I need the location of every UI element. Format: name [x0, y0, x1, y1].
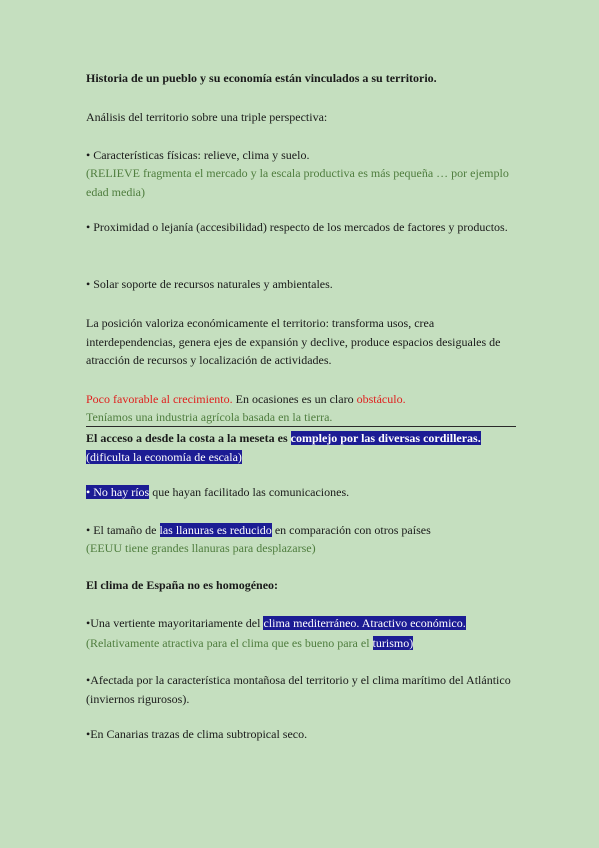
- growth-paragraph: [86, 390, 514, 409]
- plains-pre: • El tamaño de: [86, 523, 160, 537]
- climate-heading: El clima de España no es homogéneo:: [86, 578, 279, 592]
- growth-red-2: obstáculo.: [356, 392, 406, 406]
- note-relief: (RELIEVE fragmenta el mercado y la escala productiva es más pequeña … por ejemplo edad media): [86, 166, 509, 199]
- growth-note: Teníamos una industria agrícola basada en la tierra.: [86, 410, 333, 424]
- growth-red-1: Poco favorable al crecimiento.: [86, 392, 233, 406]
- bullet-physical: • Características físicas: relieve, clima y suelo.: [86, 148, 310, 162]
- access-paragraph: [86, 429, 514, 466]
- climate1-pre: •Una vertiente mayoritariamente del: [86, 616, 264, 630]
- plains-note: (EEUU tiene grandes llanuras para desplazarse): [86, 541, 316, 555]
- climate-canarias: •En Canarias trazas de clima subtropical seco.: [86, 727, 308, 741]
- bullet-proximity: • Proximidad o lejanía (accesibilidad) respecto de los mercados de factores y productos.: [86, 220, 508, 234]
- climate1-note-pre: (Relativamente atractiva para el clima que es bueno para el: [86, 636, 373, 650]
- access-highlight: complejo por las diversas cordilleras.: [290, 431, 481, 445]
- rivers-highlight: • No hay ríos: [86, 485, 150, 499]
- climate1-note: [86, 634, 514, 653]
- access-bold: El acceso a desde la costa a la meseta es: [86, 431, 291, 445]
- tourism-highlight: turismo): [372, 636, 414, 650]
- bullet-resources: • Solar soporte de recursos naturales y ambientales.: [86, 277, 333, 291]
- plains-post: en comparación con otros países: [271, 523, 431, 537]
- plains-paragraph: [86, 521, 514, 540]
- climate-mediterranean: [86, 614, 514, 633]
- climate-atlantic: •Afectada por la característica montañosa del territorio y el clima marítimo del Atlántico (inviernos rigurosos).: [86, 673, 511, 706]
- climate1-highlight: clima mediterráneo. Atractivo económico.: [263, 616, 466, 630]
- document-title: Historia de un pueblo y su economía están vinculados a su territorio.: [86, 71, 437, 85]
- rivers-rest: que hayan facilitado las comunicaciones.: [149, 485, 350, 499]
- rivers-paragraph: [86, 483, 514, 502]
- position-paragraph: La posición valoriza económicamente el territorio: transforma usos, crea interdependencias, genera ejes de expansión y declive, produce espacios desiguales de atracción de recursos y localización de actividades.: [86, 316, 501, 367]
- plains-highlight: las llanuras es reducido: [159, 523, 272, 537]
- intro-paragraph: Análisis del territorio sobre una triple perspectiva:: [86, 110, 328, 124]
- divider-line: [86, 426, 516, 427]
- access-highlight-2: (dificulta la economía de escala): [86, 449, 242, 464]
- growth-mid: En ocasiones es un claro: [232, 392, 357, 406]
